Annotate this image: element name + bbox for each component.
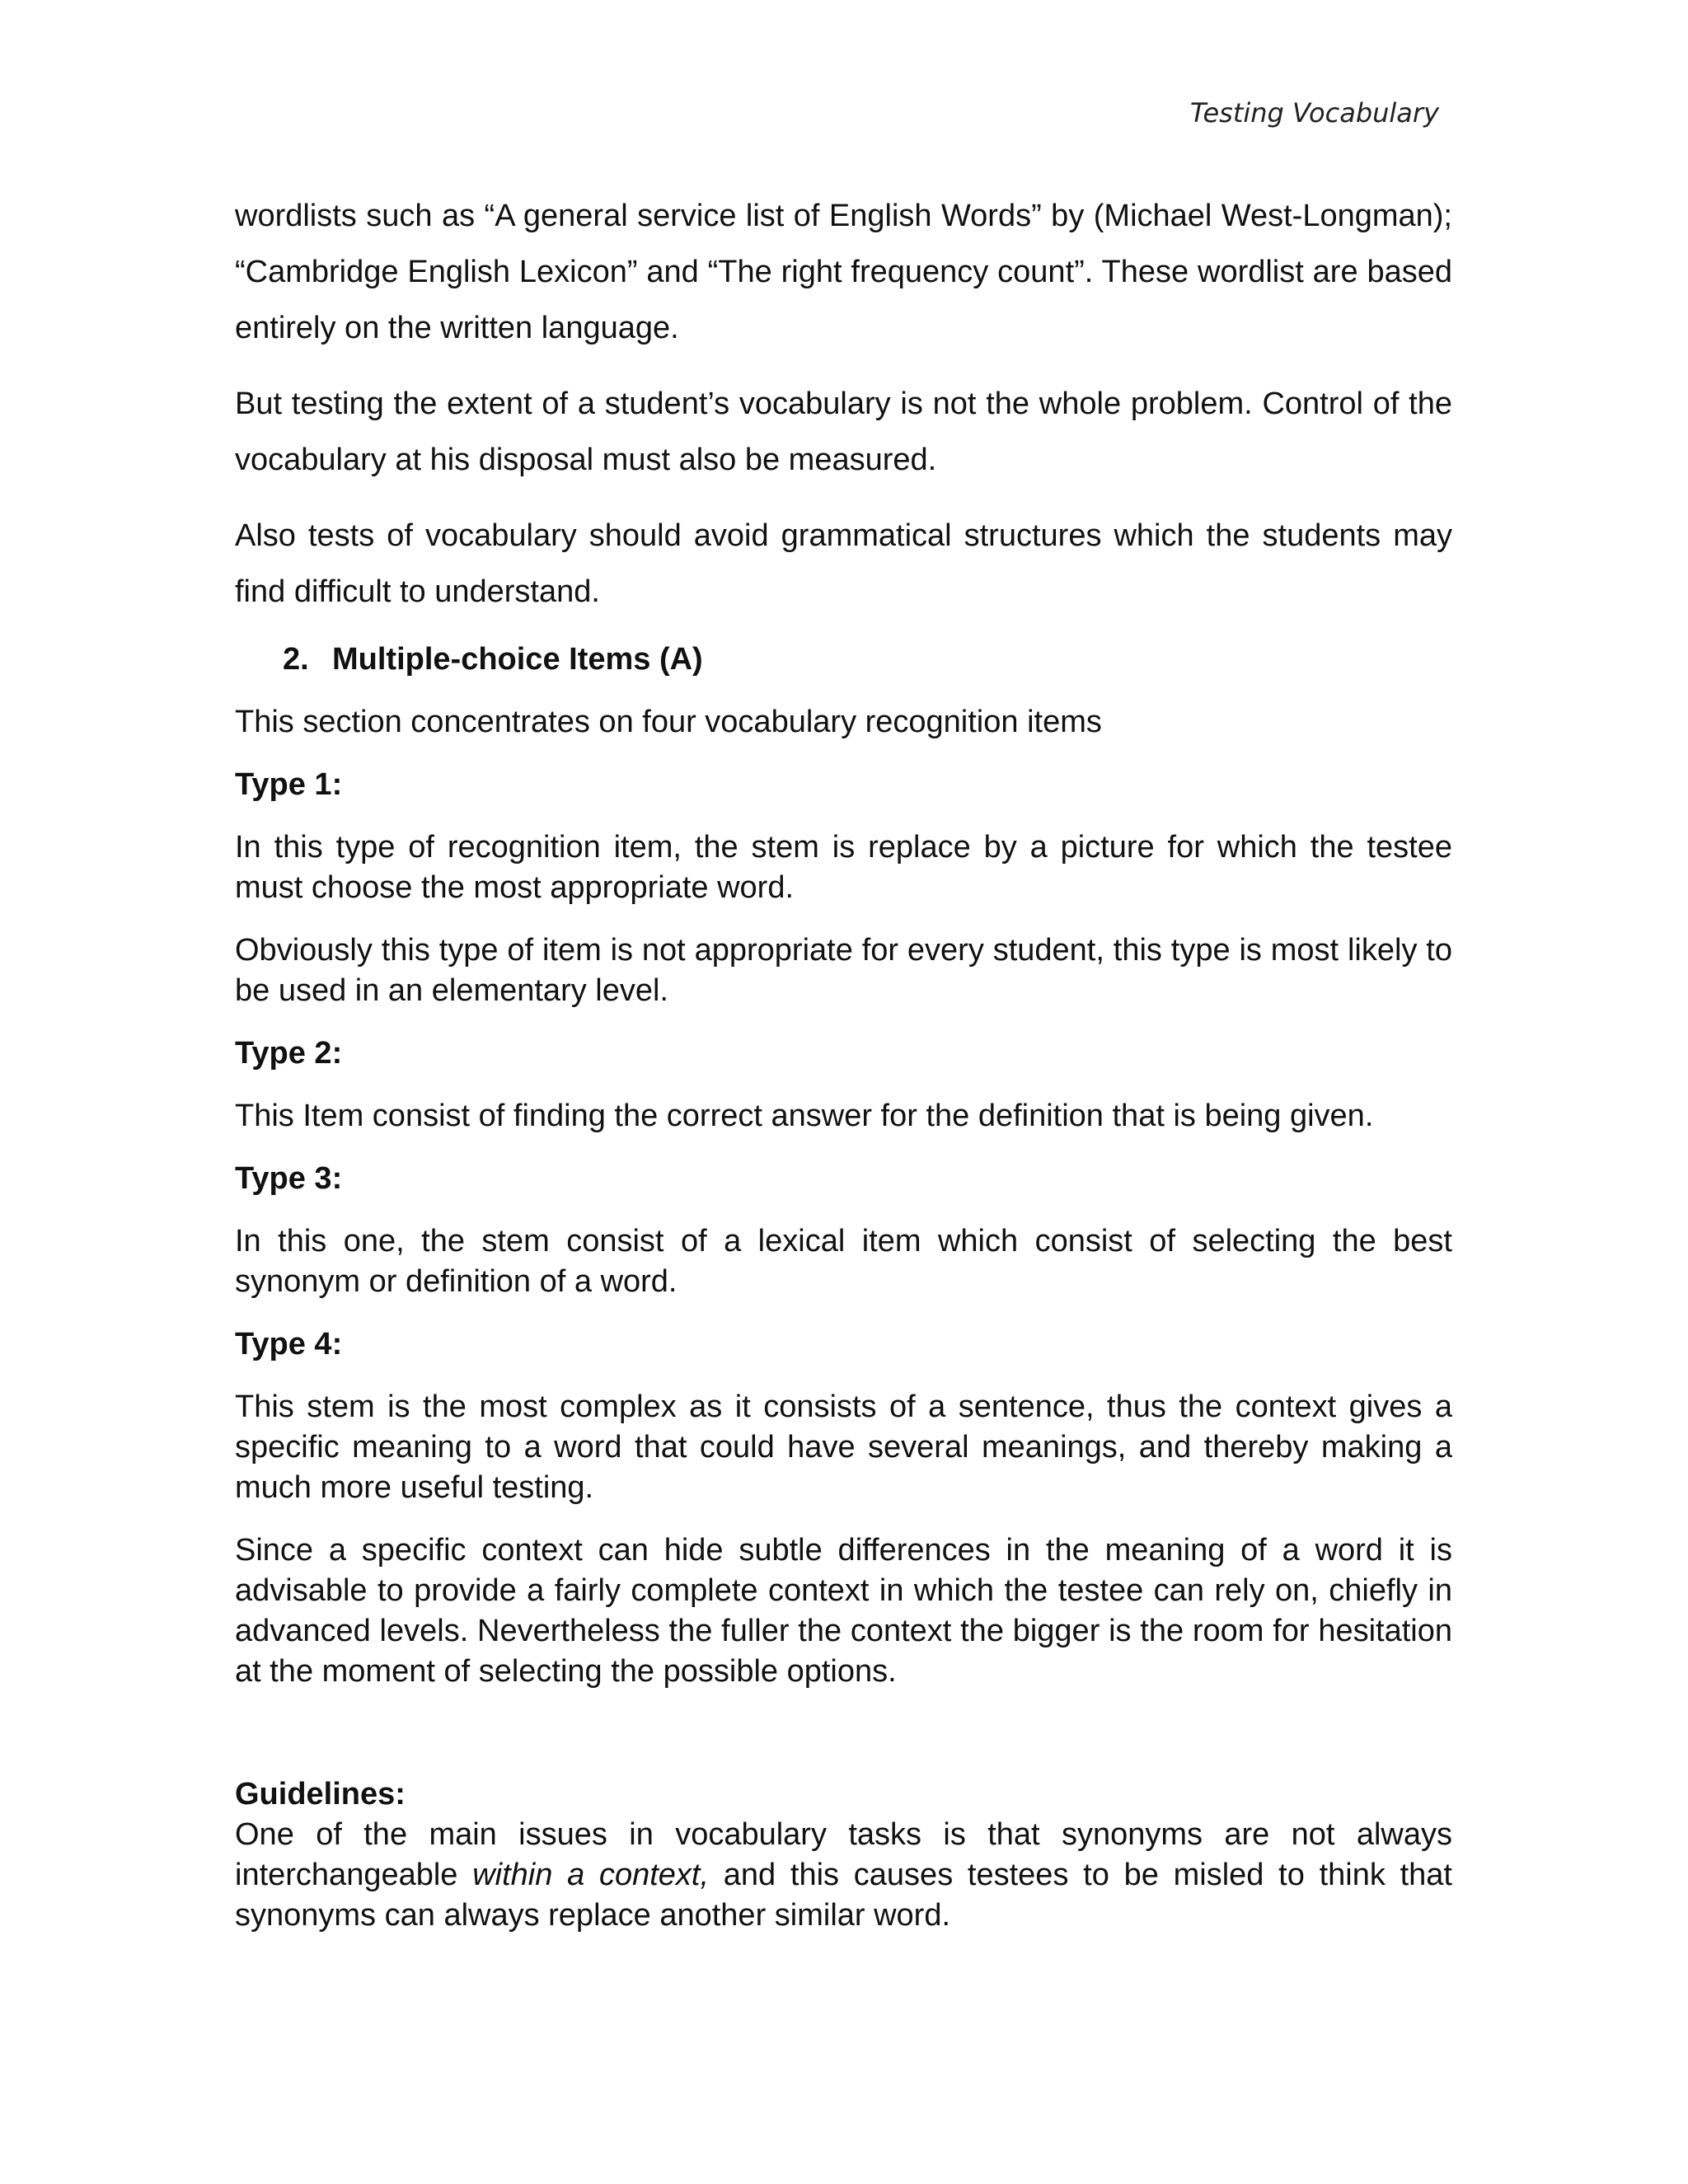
page-body: [235, 188, 1452, 1958]
guidelines-text-italic: within a context,: [472, 1858, 710, 1892]
type-2-heading: Type 2:: [235, 1036, 343, 1071]
paragraph-wordlists: wordlists such as “A general service list of English Words” by (Michael West-Longman); “Cambridge English Lexicon” and “The right frequency count”. These wordlist are based entirely on the written language.: [235, 199, 1452, 345]
type-3-paragraph: In this one, the stem consist of a lexical item which consist of selecting the best synonym or definition of a word.: [235, 1224, 1452, 1299]
type-1-heading: Type 1:: [235, 767, 343, 802]
type-4-paragraph-2: Since a specific context can hide subtle differences in the meaning of a word it is advisable to provide a fairly complete context in which the testee can rely on, chiefly in advanced levels. Nevertheless the fuller the context the bigger is the room for hesitation at the moment of selecting the possible options.: [235, 1533, 1452, 1689]
paragraph-grammatical-structures: Also tests of vocabulary should avoid grammatical structures which the students may find difficult to understand.: [235, 518, 1452, 609]
type-2-paragraph: This Item consist of finding the correct answer for the definition that is being given.: [235, 1099, 1374, 1133]
section-title: Multiple-choice Items (A): [332, 642, 703, 677]
guidelines-text-after: and this causes testees to be misled to think that synonyms can always replace another similar word.: [235, 1858, 1452, 1933]
type-4-paragraph: This stem is the most complex as it consists of a sentence, thus the context gives a specific meaning to a word that could have several meanings, and thereby making a much more useful testing.: [235, 1390, 1452, 1505]
guidelines-text-before: One of the main issues in vocabulary tasks is that synonyms are not always interchangeable: [235, 1817, 1452, 1892]
type-1-paragraph-2: Obviously this type of item is not appropriate for every student, this type is most likely to be used in an elementary level.: [235, 933, 1452, 1008]
section-number: 2.: [283, 642, 309, 677]
type-4-heading: Type 4:: [235, 1327, 343, 1361]
type-1-paragraph: In this type of recognition item, the stem is replace by a picture for which the testee must choose the most appropriate word.: [235, 830, 1452, 905]
section-intro: This section concentrates on four vocabulary recognition items: [235, 705, 1102, 739]
guidelines-heading: Guidelines:: [235, 1777, 406, 1811]
guidelines-paragraph: [235, 1815, 1452, 1936]
paragraph-testing-extent: But testing the extent of a student’s vocabulary is not the whole problem. Control of the vocabulary at his disposal must also be measured.: [235, 387, 1452, 477]
section-heading-multiple-choice: [235, 640, 1452, 680]
type-3-heading: Type 3:: [235, 1161, 343, 1196]
running-header: Testing Vocabulary: [1189, 97, 1439, 129]
